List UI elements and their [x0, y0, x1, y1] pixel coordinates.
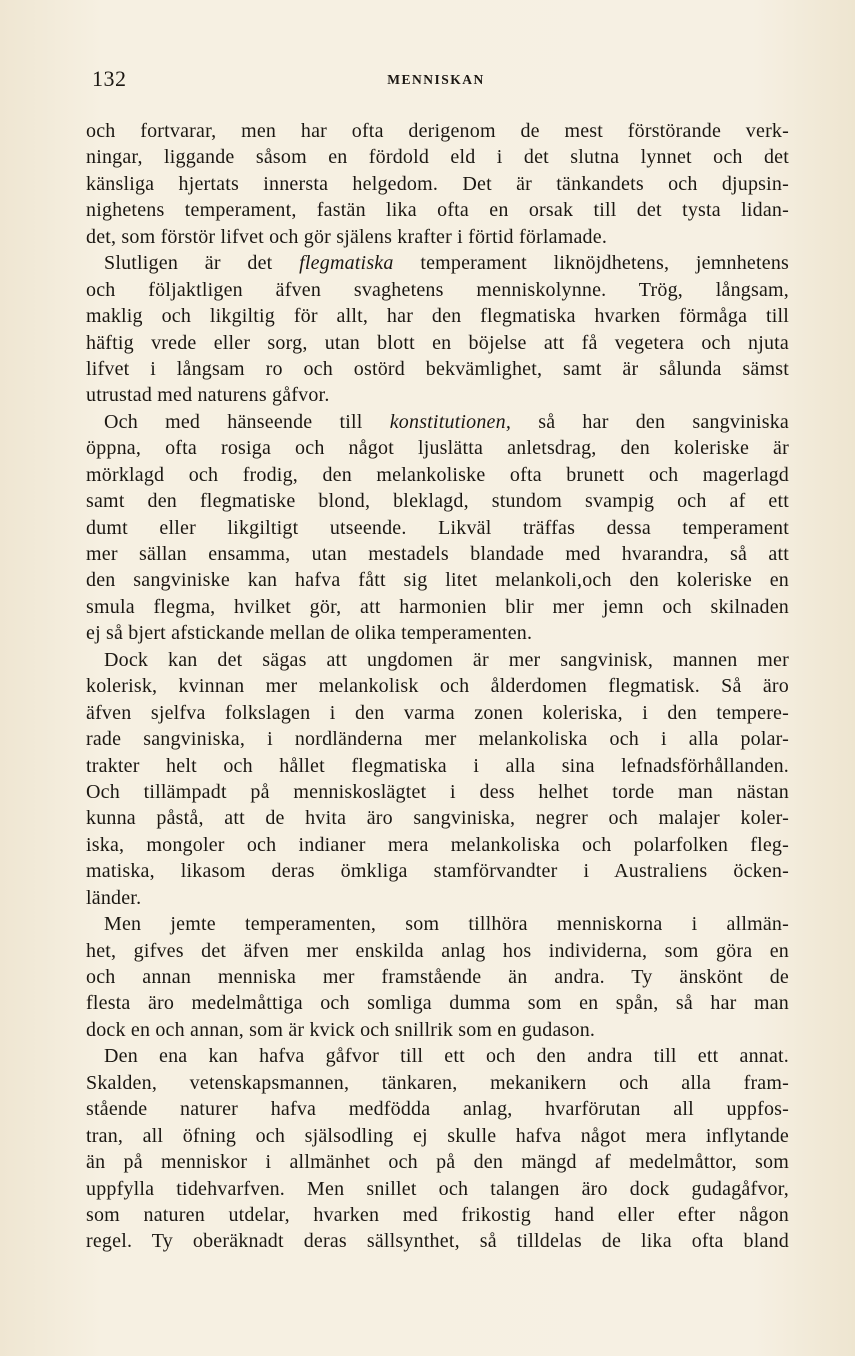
- text-line: äfven sjelfva folkslagen i den varma zonen koleriska, i den tempere-: [86, 701, 789, 724]
- italic-term: flegmatiska: [299, 252, 394, 275]
- text-line: maklig och likgiltig för allt, har den flegmatiska hvarken förmåga till: [86, 305, 789, 328]
- text-run: Och med hänseende till: [104, 410, 390, 433]
- text-line: Men jemte temperamenten, som tillhöra menniskorna i allmän-: [104, 913, 789, 936]
- text-run: Slutligen är det: [104, 252, 300, 275]
- text-line: smula flegma, hvilket gör, att harmonien blir mer jemn och skilnaden: [86, 595, 789, 618]
- text-line: ej så bjert afstickande mellan de olika temperamenten.: [86, 622, 533, 645]
- text-line: känsliga hjertats innersta helgedom. Det är tänkandets och djupsin-: [86, 172, 789, 195]
- text-line: som naturen utdelar, hvarken med frikostig hand eller efter någon: [86, 1203, 789, 1226]
- text-run: så har den sangviniska: [511, 410, 789, 433]
- text-run: temperament liknöjdhetens, jemnhetens: [393, 252, 789, 275]
- text-line: det, som förstör lifvet och gör själens krafter i förtid förlamade.: [86, 225, 608, 248]
- text-line: Den ena kan hafva gåfvor till ett och den andra till ett annat.: [104, 1045, 789, 1068]
- text-line: rade sangviniska, i nordländerna mer melankoliska och i alla polar-: [86, 728, 789, 751]
- text-line: dock en och annan, som är kvick och snillrik som en gudason.: [86, 1018, 596, 1041]
- text-line: kolerisk, kvinnan mer melankolisk och ålderdomen flegmatisk. Så äro: [86, 675, 789, 698]
- text-line: öppna, ofta rosiga och något ljuslätta anletsdrag, den koleriske är: [86, 437, 789, 460]
- text-line: tran, all öfning och själsodling ej skulle hafva något mera inflytande: [86, 1124, 789, 1147]
- text-line: häftig vrede eller sorg, utan blott en böjelse att få vegetera och njuta: [86, 331, 789, 354]
- text-line: Dock kan det sägas att ungdomen är mer sangvinisk, mannen mer: [104, 648, 789, 671]
- text-line: den sangviniske kan hafva fått sig litet melankoli,och den koleriske en: [86, 569, 789, 592]
- text-line: uppfylla tidehvarfven. Men snillet och talangen äro dock gudagåfvor,: [86, 1177, 789, 1200]
- text-line: flesta äro medelmåttiga och somliga dumma som en spån, så har man: [86, 992, 789, 1015]
- text-line: [86, 250, 789, 276]
- text-line: mörklagd och frodig, den melankoliske ofta brunett och magerlagd: [86, 463, 789, 486]
- text-line: Skalden, vetenskapsmannen, tänkaren, mekanikern och alla fram-: [86, 1071, 789, 1094]
- running-title: MENNISKAN: [387, 72, 485, 87]
- text-line: het, gifves det äfven mer enskilda anlag hos individerna, som göra en: [86, 939, 789, 962]
- text-line: mer sällan ensamma, utan mestadels blandade med hvarandra, så att: [86, 543, 789, 565]
- italic-term: konstitutionen,: [389, 410, 512, 433]
- text-line: utrustad med naturens gåfvor.: [86, 384, 330, 407]
- text-line: [86, 409, 789, 435]
- page-number: 132: [92, 66, 127, 91]
- text-line: ningar, liggande såsom en fördold eld i det slutna lynnet och det: [86, 146, 789, 169]
- text-line: kunna påstå, att de hvita äro sangviniska, negrer och malajer koler-: [86, 807, 789, 830]
- text-line: samt den flegmatiske blond, bleklagd, stundom svampig och af ett: [86, 490, 789, 513]
- body-text: [86, 118, 789, 1255]
- text-line: och fortvarar, men har ofta derigenom de mest förstörande verk-: [86, 120, 789, 142]
- text-line: lifvet i långsam ro och ostörd bekvämlighet, samt är sålunda sämst: [86, 357, 789, 380]
- text-line: iska, mongoler och indianer mera melankoliska och polarfolken fleg-: [86, 833, 789, 856]
- text-line: stående naturer hafva medfödda anlag, hvarförutan all uppfos-: [86, 1098, 789, 1121]
- text-line: än på menniskor i allmänhet och på den mängd af medelmåttor, som: [86, 1151, 789, 1174]
- text-line: regel. Ty oberäknadt deras sällsynthet, så tilldelas de lika ofta bland: [86, 1230, 789, 1253]
- text-line: dumt eller likgiltigt utseende. Likväl träffas dessa temperament: [86, 516, 789, 539]
- page-header: [86, 66, 786, 96]
- text-line: och annan menniska mer framstående än andra. Ty änskönt de: [86, 966, 789, 988]
- text-line: Och tillämpadt på menniskoslägtet i dess helhet torde man nästan: [86, 780, 789, 803]
- text-line: matiska, likasom deras ömkliga stamförvandter i Australiens öcken-: [86, 860, 789, 883]
- text-line: länder.: [86, 886, 142, 909]
- text-line: och följaktligen äfven svaghetens menniskolynne. Trög, långsam,: [86, 278, 789, 301]
- text-line: nighetens temperament, fastän lika ofta en orsak till det tysta lidan-: [86, 199, 789, 222]
- text-line: trakter helt och hållet flegmatiska i alla sina lefnadsförhållanden.: [86, 754, 789, 777]
